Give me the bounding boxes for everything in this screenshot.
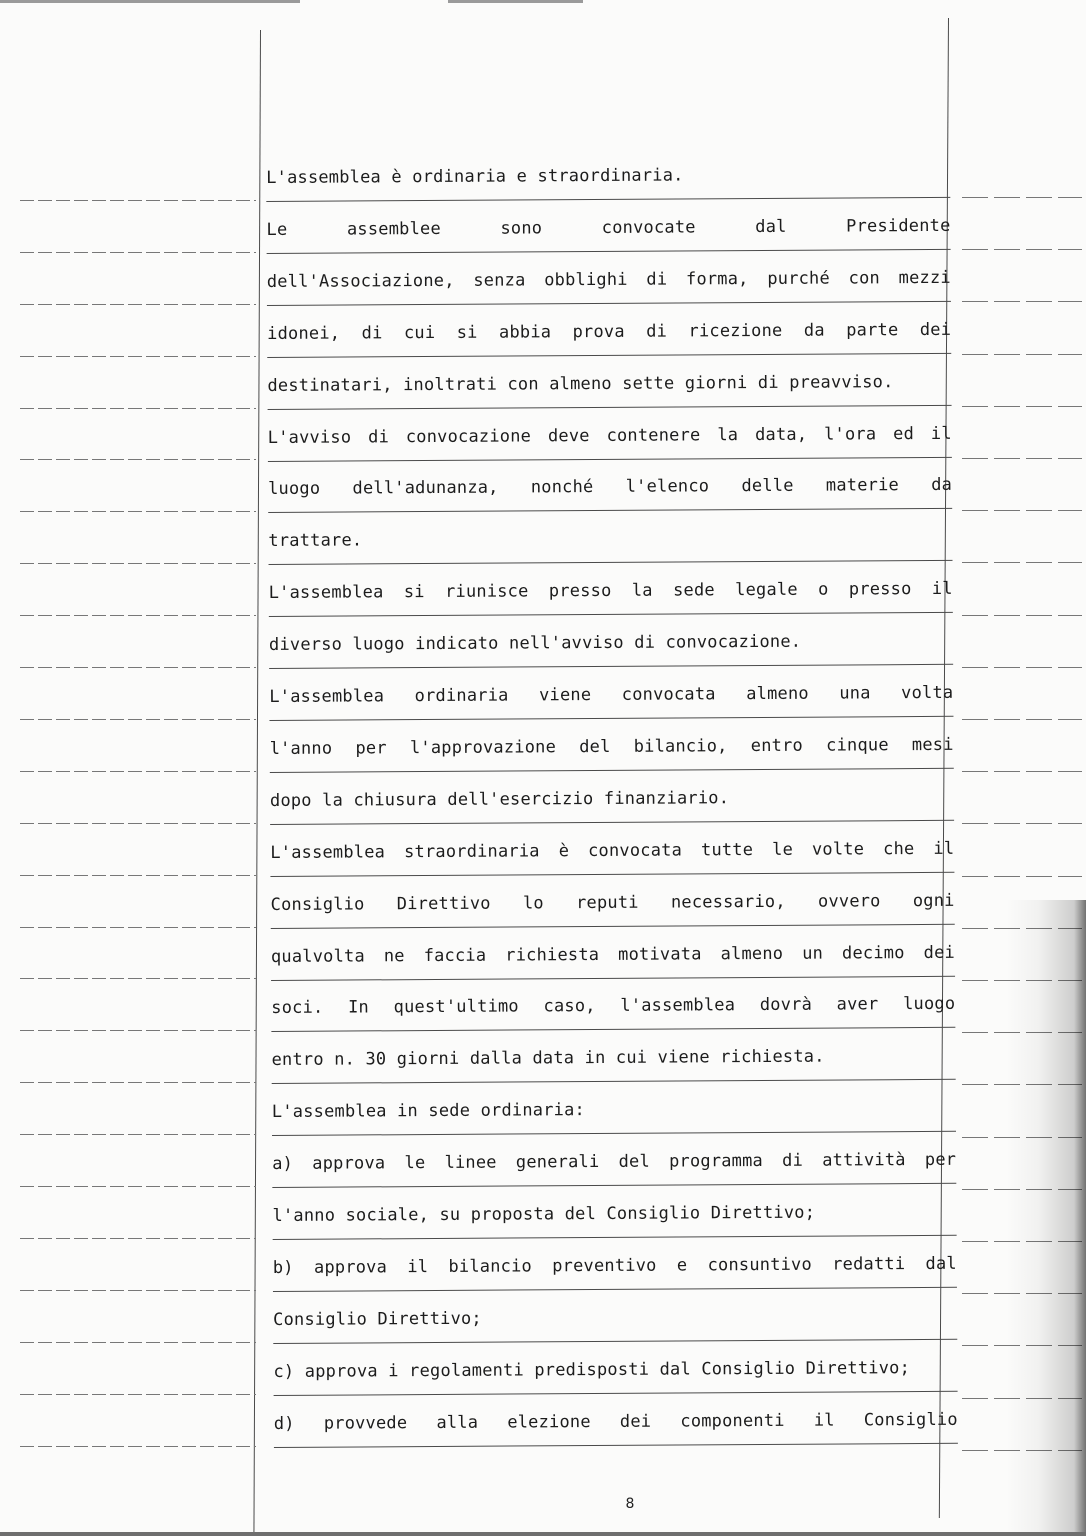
left-margin-line (20, 823, 256, 824)
scan-bottom-edge (0, 1532, 1086, 1536)
right-margin-line (962, 249, 1082, 250)
left-margin-rule (253, 30, 261, 1535)
left-margin-line (20, 1134, 256, 1135)
scan-top-edge (448, 0, 583, 3)
text-line: L'assemblea in sede ordinaria: (272, 1080, 956, 1136)
left-margin-line (20, 1030, 256, 1031)
right-margin-line (962, 771, 1082, 772)
page-curl-shadow (1006, 900, 1086, 1536)
left-margin-line (20, 304, 256, 305)
left-margin-line (20, 771, 256, 772)
left-margin-line (20, 1394, 256, 1395)
left-margin-line (20, 408, 256, 409)
text-line: qualvolta ne faccia richiesta motivata almeno un decimo dei (271, 924, 955, 980)
text-line: soci. In quest'ultimo caso, l'assemblea dovrà aver luogo (271, 976, 955, 1032)
text-line: Consiglio Direttivo; (273, 1288, 957, 1344)
text-line: b) approva il bilancio preventivo e consuntivo redatti dal (273, 1236, 957, 1292)
text-line: idonei, di cui si abbia prova di ricezione da parte dei (267, 302, 951, 358)
document-body (266, 146, 958, 1434)
text-line: c) approva i regolamenti predisposti dal Consiglio Direttivo; (273, 1339, 957, 1395)
text-line: entro n. 30 giorni dalla data in cui viene richiesta. (271, 1028, 955, 1084)
text-line: dell'Associazione, senza obblighi di forma, purché con mezzi (267, 250, 951, 306)
text-line: Consiglio Direttivo lo reputi necessario, ovvero ogni (270, 872, 954, 928)
text-line: a) approva le linee generali del programma di attività per (272, 1132, 956, 1188)
right-margin-line (962, 615, 1082, 616)
right-margin-line (962, 406, 1082, 407)
page-number: 8 (625, 1496, 635, 1512)
left-margin-line (20, 1082, 256, 1083)
scan-top-edge (0, 0, 300, 3)
text-line: L'assemblea è ordinaria e straordinaria. (266, 146, 950, 202)
left-margin-line (20, 615, 256, 616)
right-margin-line (962, 562, 1082, 563)
right-margin-line (962, 823, 1082, 824)
text-line: destinatari, inoltrati con almeno sette giorni di preavviso. (267, 353, 951, 409)
right-margin-line (962, 301, 1082, 302)
text-line: l'anno sociale, su proposta del Consiglio Direttivo; (272, 1184, 956, 1240)
left-margin-line (20, 1446, 256, 1447)
text-line: l'anno per l'approvazione del bilancio, entro cinque mesi (269, 717, 953, 773)
right-margin-line (962, 876, 1082, 877)
left-margin-line (20, 1290, 256, 1291)
right-margin-line (962, 354, 1082, 355)
left-margin-line (20, 1342, 256, 1343)
right-margin-line (962, 197, 1082, 198)
text-line: Le assemblee sono convocate dal Presidente (266, 198, 950, 254)
text-line: L'assemblea si riunisce presso la sede legale o presso il (269, 561, 953, 617)
text-line: trattare. (268, 509, 952, 565)
left-margin-line (20, 459, 256, 460)
left-margin-line (20, 1186, 256, 1187)
text-line: L'assemblea straordinaria è convocata tutte le volte che il (270, 820, 954, 876)
text-line: diverso luogo indicato nell'avviso di convocazione. (269, 613, 953, 669)
right-margin-line (962, 510, 1082, 511)
right-margin-line (962, 667, 1082, 668)
left-margin-line (20, 719, 256, 720)
text-line: d) provvede alla elezione dei componenti il Consiglio (274, 1391, 958, 1447)
left-margin-line (20, 667, 256, 668)
left-margin-line (20, 978, 256, 979)
right-margin-line (962, 458, 1082, 459)
text-line: dopo la chiusura dell'esercizio finanziario. (270, 769, 954, 825)
text-line: luogo dell'adunanza, nonché l'elenco delle materie da (268, 457, 952, 513)
text-line: L'avviso di convocazione deve contenere la data, l'ora ed il (268, 405, 952, 461)
left-margin-line (20, 927, 256, 928)
left-margin-line (20, 200, 256, 201)
left-margin-line (20, 511, 256, 512)
left-margin-line (20, 1238, 256, 1239)
left-margin-line (20, 356, 256, 357)
right-margin-line (962, 719, 1082, 720)
left-margin-line (20, 252, 256, 253)
left-margin-line (20, 563, 256, 564)
left-margin-line (20, 875, 256, 876)
text-line: L'assemblea ordinaria viene convocata almeno una volta (269, 665, 953, 721)
